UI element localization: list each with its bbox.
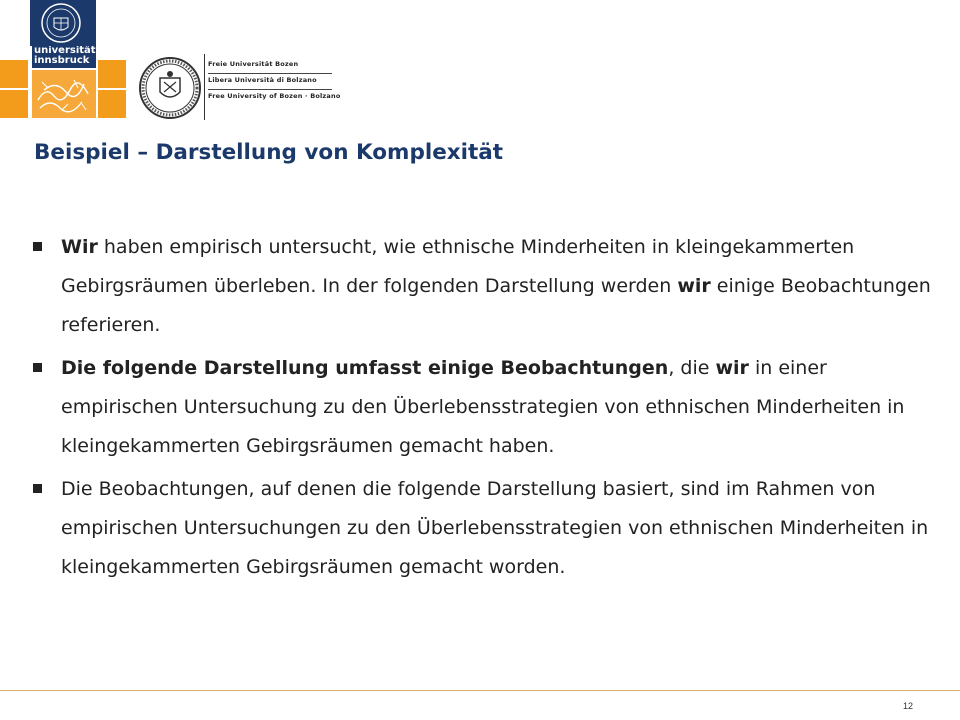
uibk-wordmark-line1: universität [34, 46, 96, 56]
bullet-item [33, 470, 943, 587]
slide-title: Beispiel – Darstellung von Komplexität [34, 140, 504, 165]
bullet-text: in einer empirischen Untersuchung zu den Überlebensstrategien von ethnischen Minderheiten in kleingekammerten Gebirgsräumen gemacht haben. [61, 357, 905, 457]
logo-divider [204, 54, 205, 120]
uibk-wordmark [32, 46, 96, 68]
bullet-text: Die Beobachtungen, auf denen die folgende Darstellung basiert, sind im Rahmen von empirischen Untersuchungen zu den Überlebensstrategien von ethnischen Minderheiten in kleingekammerten Gebirgsräumen gemacht worden. [61, 478, 929, 578]
bullet-square-icon [33, 484, 42, 493]
unibz-name-de: Freie Universität Bozen [208, 58, 332, 74]
orange-square [98, 60, 126, 88]
orange-square [98, 90, 126, 118]
bullet-text: haben empirisch untersucht, wie ethnische Minderheiten in kleingekammerten Gebirgsräumen überleben. In der folgenden Darstellung werden [61, 236, 855, 297]
orange-square [0, 90, 28, 118]
page-number: 12 [903, 701, 914, 711]
bullet-text-bold: wir [715, 357, 749, 379]
free-university-bozen-logo [138, 54, 341, 124]
bullet-list [33, 228, 943, 591]
bullet-item [33, 228, 943, 345]
bullet-text-bold: Wir [61, 236, 98, 258]
orange-square [0, 60, 28, 88]
bullet-text-bold: Die folgende Darstellung umfasst einige Beobachtungen [61, 357, 669, 379]
unibz-name-it: Libera Università di Bolzano [208, 74, 332, 90]
scribble-icon [34, 70, 94, 118]
uibk-wordmark-line2: innsbruck [34, 55, 90, 66]
bullet-text: einige Beobachtungen referieren. [61, 275, 931, 336]
unibz-name-en: Free University of Bozen · Bolzano [208, 92, 341, 100]
bullet-item [33, 349, 943, 466]
bullet-square-icon [33, 363, 42, 372]
bullet-text: , die [668, 357, 716, 379]
unibz-name-lines [208, 58, 341, 105]
seal-icon [138, 56, 202, 120]
footer-rule [0, 690, 960, 691]
bullet-text-bold: wir [677, 275, 711, 297]
bullet-square-icon [33, 242, 42, 251]
university-innsbruck-logo [0, 0, 126, 122]
seal-icon [40, 2, 82, 44]
